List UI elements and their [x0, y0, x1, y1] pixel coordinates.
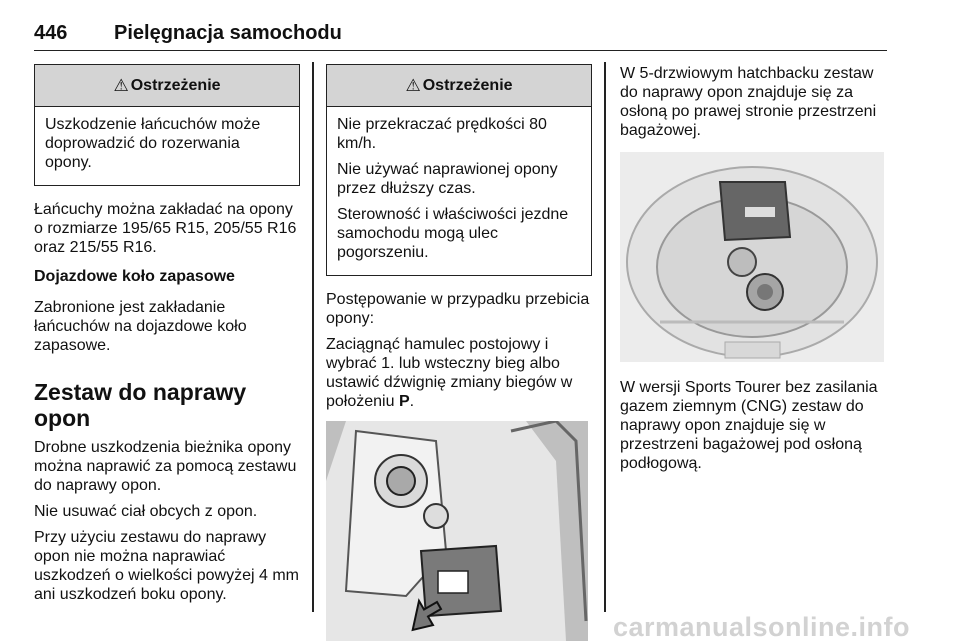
trunk-side-panel-photo — [326, 421, 588, 641]
paragraph: Postępowanie w przypadku przebicia opony: — [326, 291, 590, 327]
warning-text: Uszkodzenie łańcuchów może doprowadzić do rozerwania opony. — [45, 116, 261, 171]
warning-title: Ostrzeżenie — [130, 77, 221, 94]
column-right — [620, 64, 888, 480]
paragraph: Zaciągnąć hamulec postojowy i wybrać 1. lub wsteczny bieg albo ustawić dźwignię zmiany biegów w położeniu P. — [326, 336, 573, 410]
column-left — [34, 64, 300, 611]
warning-box — [326, 64, 592, 276]
column-middle — [326, 64, 592, 641]
paragraph: Drobne uszkodzenia bieżnika opony można naprawić za pomocą zestawu do naprawy opon. — [34, 439, 297, 494]
page-number: 446 — [34, 22, 68, 44]
column-divider — [604, 62, 606, 612]
paragraph: Nie usuwać ciał obcych z opon. — [34, 503, 258, 520]
warning-text: Nie przekraczać prędkości 80 km/h. — [337, 116, 547, 152]
trunk-compartment-illustration — [620, 152, 884, 362]
hatchback-trunk-photo — [620, 152, 884, 362]
paragraph: Przy użyciu zestawu do naprawy opon nie można naprawiać uszkodzeń o wielkości powyżej 4 mm ani uszkodzeń boku opony. — [34, 529, 299, 603]
warning-triangle-icon: ⚠ — [405, 76, 421, 95]
watermark: carmanualsonline.info — [612, 612, 910, 642]
warning-title: Ostrzeżenie — [422, 77, 513, 94]
paragraph: Zabronione jest zakładanie łańcuchów na dojazdowe koło zapasowe. — [34, 299, 247, 354]
column-divider — [312, 62, 314, 612]
warning-header — [35, 65, 299, 107]
section-heading: Dojazdowe koło zapasowe — [34, 268, 235, 285]
chapter-heading: Zestaw do naprawy opon — [34, 379, 247, 431]
paragraph: Łańcuchy można zakładać na opony o rozmiarze 195/65 R15, 205/55 R16 oraz 215/55 R16. — [34, 201, 297, 256]
paragraph: W wersji Sports Tourer bez zasilania gazem ziemnym (CNG) zestaw do naprawy opon znajduje się w przestrzeni bagażowej pod osłoną podłogową. — [620, 379, 878, 472]
trunk-side-panel-illustration — [326, 421, 588, 641]
warning-text: Nie używać naprawionej opony przez dłuższy czas. — [337, 161, 558, 197]
paragraph: W 5-drzwiowym hatchbacku zestaw do naprawy opon znajduje się za osłoną po prawej stronie przestrzeni bagażowej. — [620, 65, 877, 139]
page-title: Pielęgnacja samochodu — [114, 22, 342, 44]
warning-header — [327, 65, 591, 107]
page-header — [34, 22, 887, 51]
warning-triangle-icon: ⚠ — [113, 76, 129, 95]
warning-text: Sterowność i właściwości jezdne samochodu mogą ulec pogorszeniu. — [337, 206, 569, 261]
warning-box — [34, 64, 300, 186]
